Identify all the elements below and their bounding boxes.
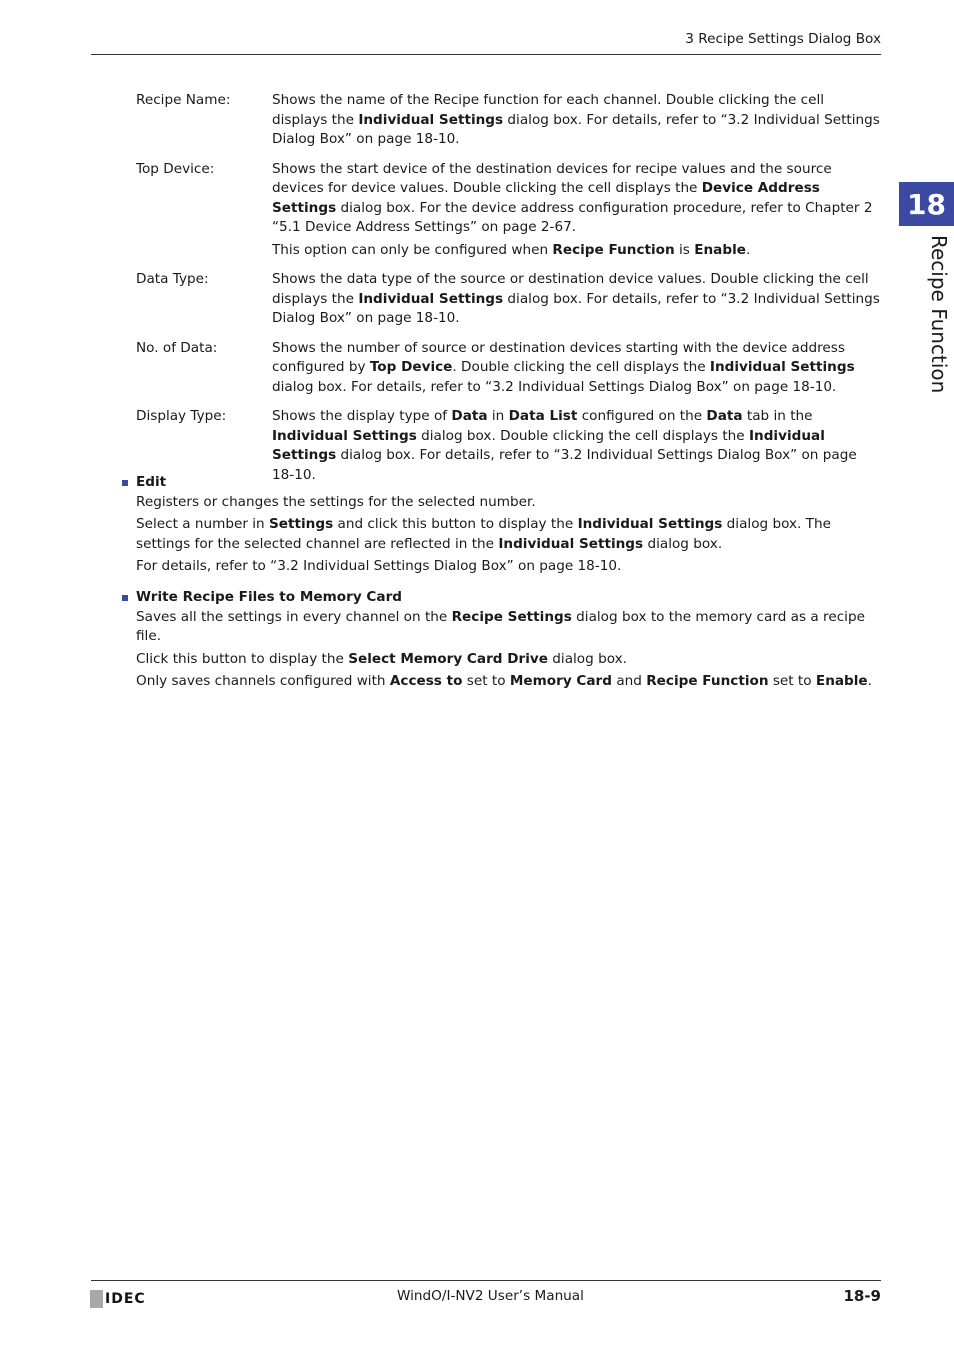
text-run: dialog box. bbox=[643, 535, 723, 552]
bold-term: Access to bbox=[389, 673, 463, 689]
definition-list bbox=[136, 91, 881, 495]
bold-term: Device Address Settings bbox=[272, 180, 820, 216]
bold-term: Top Device bbox=[369, 359, 453, 375]
text-run: Shows the display type of bbox=[272, 408, 452, 424]
paragraph bbox=[136, 557, 882, 577]
bold-term: Individual Settings bbox=[358, 290, 504, 307]
chapter-side-label: Recipe Function bbox=[927, 235, 951, 394]
definition-row bbox=[136, 339, 881, 401]
square-bullet-icon bbox=[122, 595, 128, 601]
text-run: in bbox=[487, 408, 509, 424]
text-run: Only saves channels configured with bbox=[136, 673, 390, 689]
text-run: set to bbox=[768, 673, 816, 689]
bold-term: Individual Settings bbox=[358, 111, 504, 128]
bold-term: Individual Settings bbox=[272, 427, 825, 463]
section-body bbox=[136, 493, 882, 577]
paragraph bbox=[136, 515, 882, 554]
bold-term: Enable bbox=[694, 241, 746, 258]
idec-logo bbox=[90, 1290, 146, 1308]
square-bullet-icon bbox=[122, 480, 128, 486]
paragraph bbox=[272, 241, 881, 261]
text-run: and click this button to display the bbox=[333, 516, 578, 532]
text-run: dialog box. For details, refer to “3.2 Individual Settings Dialog Box” on page 18-10. bbox=[272, 447, 857, 483]
paragraph bbox=[272, 339, 881, 398]
text-run: . bbox=[745, 241, 751, 258]
paragraph bbox=[272, 270, 881, 329]
text-run: and bbox=[612, 673, 647, 689]
text-run: dialog box to the memory card as a recipe file. bbox=[136, 608, 865, 644]
text-run: is bbox=[674, 241, 695, 258]
bold-term: Individual Settings bbox=[272, 427, 417, 444]
paragraph bbox=[136, 608, 882, 647]
header-rule bbox=[91, 54, 881, 55]
definition-description bbox=[272, 339, 881, 401]
section-edit bbox=[122, 473, 882, 580]
bold-term: Recipe Function bbox=[552, 241, 675, 258]
text-run: tab in the bbox=[742, 408, 813, 424]
text-run: Shows the name of the Recipe function for each channel. Double clicking the cell displays the bbox=[272, 92, 825, 128]
paragraph bbox=[272, 160, 881, 238]
definition-term: Recipe Name: bbox=[136, 92, 231, 108]
definition-term: No. of Data: bbox=[136, 339, 218, 356]
text-run: . Double clicking the cell displays the bbox=[452, 359, 710, 375]
bold-term: Recipe Settings bbox=[451, 608, 572, 625]
text-run: configured on the bbox=[577, 408, 707, 424]
definition-description bbox=[272, 91, 881, 153]
section-heading bbox=[122, 473, 882, 493]
bold-term: Data bbox=[451, 408, 488, 424]
text-run: set to bbox=[462, 673, 510, 689]
bold-term: Individual Settings bbox=[498, 535, 644, 552]
text-run: dialog box. bbox=[547, 650, 627, 667]
definition-row bbox=[136, 160, 881, 264]
bold-term: Data bbox=[706, 408, 743, 424]
text-run: Select a number in bbox=[136, 516, 269, 532]
running-header: 3 Recipe Settings Dialog Box bbox=[685, 31, 881, 47]
section-heading bbox=[122, 588, 882, 608]
bold-term: Memory Card bbox=[509, 673, 612, 689]
text-run: For details, refer to “3.2 Individual Settings Dialog Box” on page 18-10. bbox=[136, 558, 622, 574]
paragraph bbox=[136, 493, 882, 513]
bold-term: Individual Settings bbox=[577, 516, 723, 532]
text-run: dialog box. For details, refer to “3.2 Individual Settings Dialog Box” on page 18-10. bbox=[272, 290, 880, 326]
text-run: Registers or changes the settings for the selected number. bbox=[136, 493, 536, 510]
page-number: 18-9 bbox=[843, 1287, 881, 1305]
definition-term: Display Type: bbox=[136, 408, 227, 424]
definition-term: Top Device: bbox=[136, 160, 215, 177]
section-write-recipe-files bbox=[122, 588, 882, 695]
section-heading-text: Edit bbox=[136, 474, 167, 490]
paragraph bbox=[272, 91, 881, 150]
manual-title: WindO/I-NV2 User’s Manual bbox=[397, 1288, 584, 1304]
bold-term: Recipe Function bbox=[646, 673, 769, 689]
footer-rule bbox=[91, 1280, 881, 1281]
text-run: Shows the number of source or destination devices starting with the device address configured by bbox=[272, 339, 845, 375]
section-heading-text: Write Recipe Files to Memory Card bbox=[136, 589, 403, 605]
text-run: dialog box. For the device address configuration procedure, refer to Chapter 2 “5.1 Device Address Settings” on page 2-67. bbox=[272, 199, 873, 235]
logo-text: IDEC bbox=[105, 1291, 146, 1307]
text-run: dialog box. Double clicking the cell displays the bbox=[416, 427, 749, 444]
bold-term: Enable bbox=[815, 673, 868, 689]
paragraph bbox=[136, 672, 882, 692]
text-run: dialog box. The settings for the selected channel are reflected in the bbox=[136, 516, 831, 552]
bold-term: Data List bbox=[508, 408, 578, 424]
logo-mark-icon bbox=[90, 1290, 103, 1308]
text-run: Shows the data type of the source or destination device values. Double clicking the cell displays the bbox=[272, 271, 869, 307]
bold-term: Individual Settings bbox=[709, 359, 855, 375]
text-run: dialog box. For details, refer to “3.2 Individual Settings Dialog Box” on page 18-10. bbox=[272, 111, 880, 147]
definition-term: Data Type: bbox=[136, 271, 209, 287]
definition-description bbox=[272, 270, 881, 332]
definition-description bbox=[272, 160, 881, 264]
definition-row bbox=[136, 270, 881, 332]
paragraph bbox=[136, 650, 882, 670]
text-run: dialog box. For details, refer to “3.2 Individual Settings Dialog Box” on page 18-10. bbox=[272, 378, 837, 395]
chapter-number-tab: 18 bbox=[899, 182, 954, 226]
text-run: . bbox=[867, 673, 872, 689]
definition-row bbox=[136, 91, 881, 153]
text-run: This option can only be configured when bbox=[272, 241, 553, 258]
bold-term: Select Memory Card Drive bbox=[348, 650, 548, 667]
bold-term: Settings bbox=[269, 516, 334, 532]
text-run: Click this button to display the bbox=[136, 650, 349, 667]
text-run: Saves all the settings in every channel on the bbox=[136, 608, 452, 625]
text-run: Shows the start device of the destination devices for recipe values and the source devices for device values. Double clicking the cell displays the bbox=[272, 160, 832, 196]
section-body bbox=[136, 608, 882, 692]
